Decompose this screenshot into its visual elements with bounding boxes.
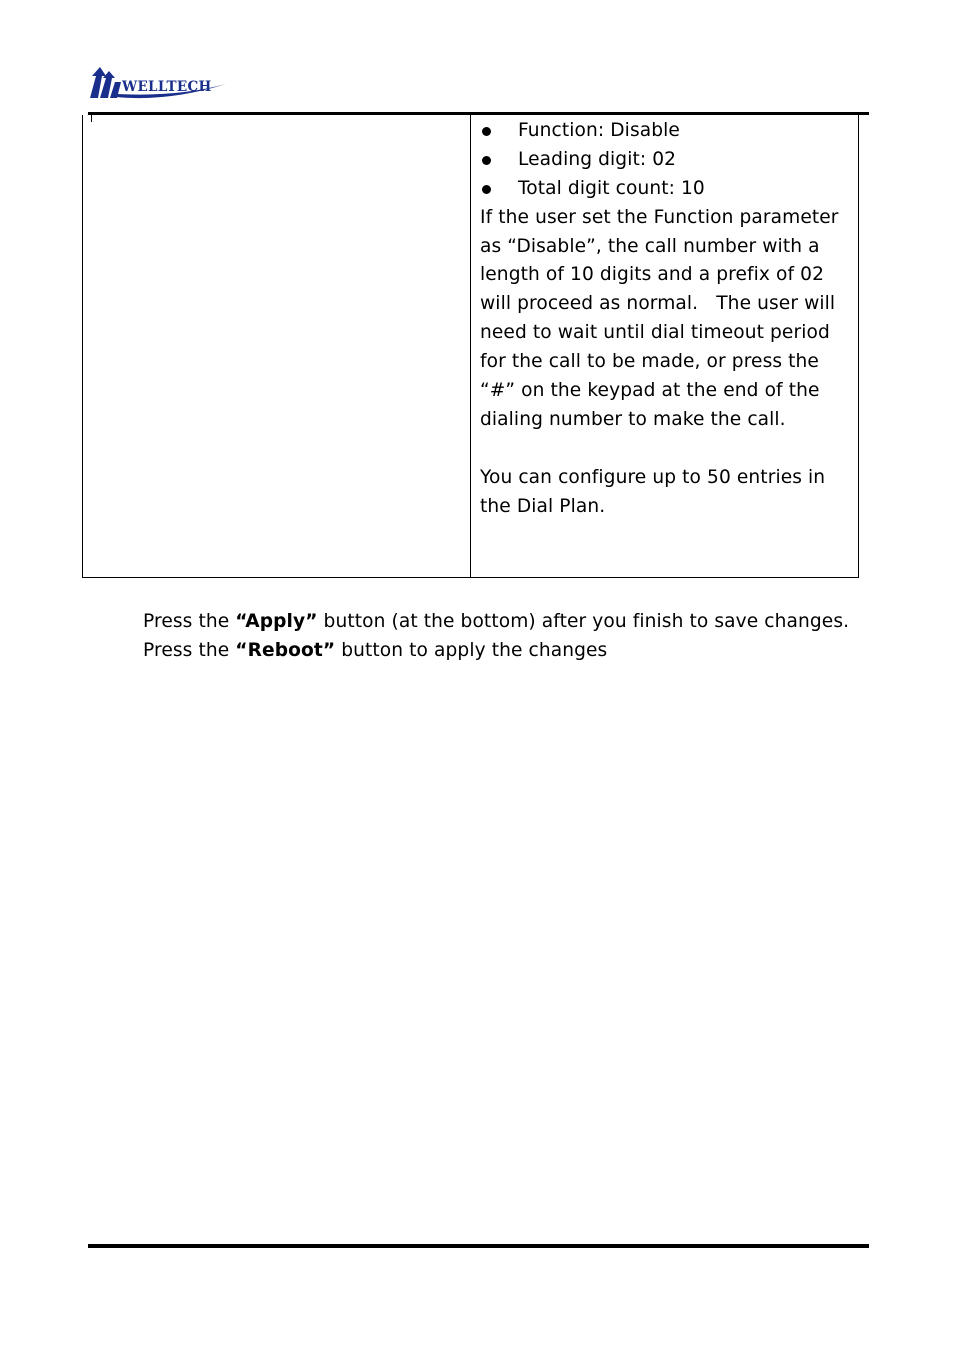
paragraph-line: length of 10 digits and a prefix of 02 (480, 264, 824, 286)
bullet-dot-icon (482, 185, 491, 194)
paragraph-line: “#” on the keypad at the end of the (480, 380, 820, 402)
apply-keyword: “Apply” (235, 611, 318, 632)
bullet-dot-icon (482, 156, 491, 165)
bullet-item-function (480, 117, 858, 146)
instruction-apply (143, 607, 849, 636)
dial-plan-table (82, 115, 859, 578)
blank-spacer (480, 435, 858, 464)
bullet-text: Leading digit: 02 (518, 148, 677, 170)
bullet-item-total-digit-count (480, 175, 858, 204)
paragraph-line: If the user set the Function parameter (480, 206, 839, 228)
bullet-item-leading-digit (480, 146, 858, 175)
instruction-text: button to apply the changes (335, 640, 608, 661)
footer-rule (88, 1244, 869, 1248)
table-column-divider (470, 115, 471, 577)
instruction-text: Press the (143, 611, 236, 632)
instruction-reboot (143, 636, 849, 665)
welltech-logo (88, 66, 230, 100)
instructions (143, 607, 849, 665)
instruction-text: Press the (143, 640, 236, 661)
paragraph-line: will proceed as normal. The user will (480, 293, 836, 315)
instruction-text: button (at the bottom) after you finish to save changes. (317, 611, 850, 632)
note-line: the Dial Plan. (480, 495, 606, 517)
table-right-cell (480, 117, 858, 521)
paragraph-line: as “Disable”, the call number with a (480, 235, 820, 257)
bullet-text: Function: Disable (518, 120, 680, 141)
note-line: You can configure up to 50 entries in (480, 466, 826, 488)
svg-text:WELLTECH: WELLTECH (122, 79, 212, 95)
paragraph-line: dialing number to make the call. (480, 408, 786, 430)
reboot-keyword: “Reboot” (235, 640, 336, 661)
paragraph-line: for the call to be made, or press the (480, 351, 819, 373)
bullet-dot-icon (482, 127, 491, 136)
paragraph-line: need to wait until dial timeout period (480, 322, 830, 344)
table-corner-tick (91, 115, 92, 122)
bullet-text: Total digit count: 10 (518, 177, 705, 199)
